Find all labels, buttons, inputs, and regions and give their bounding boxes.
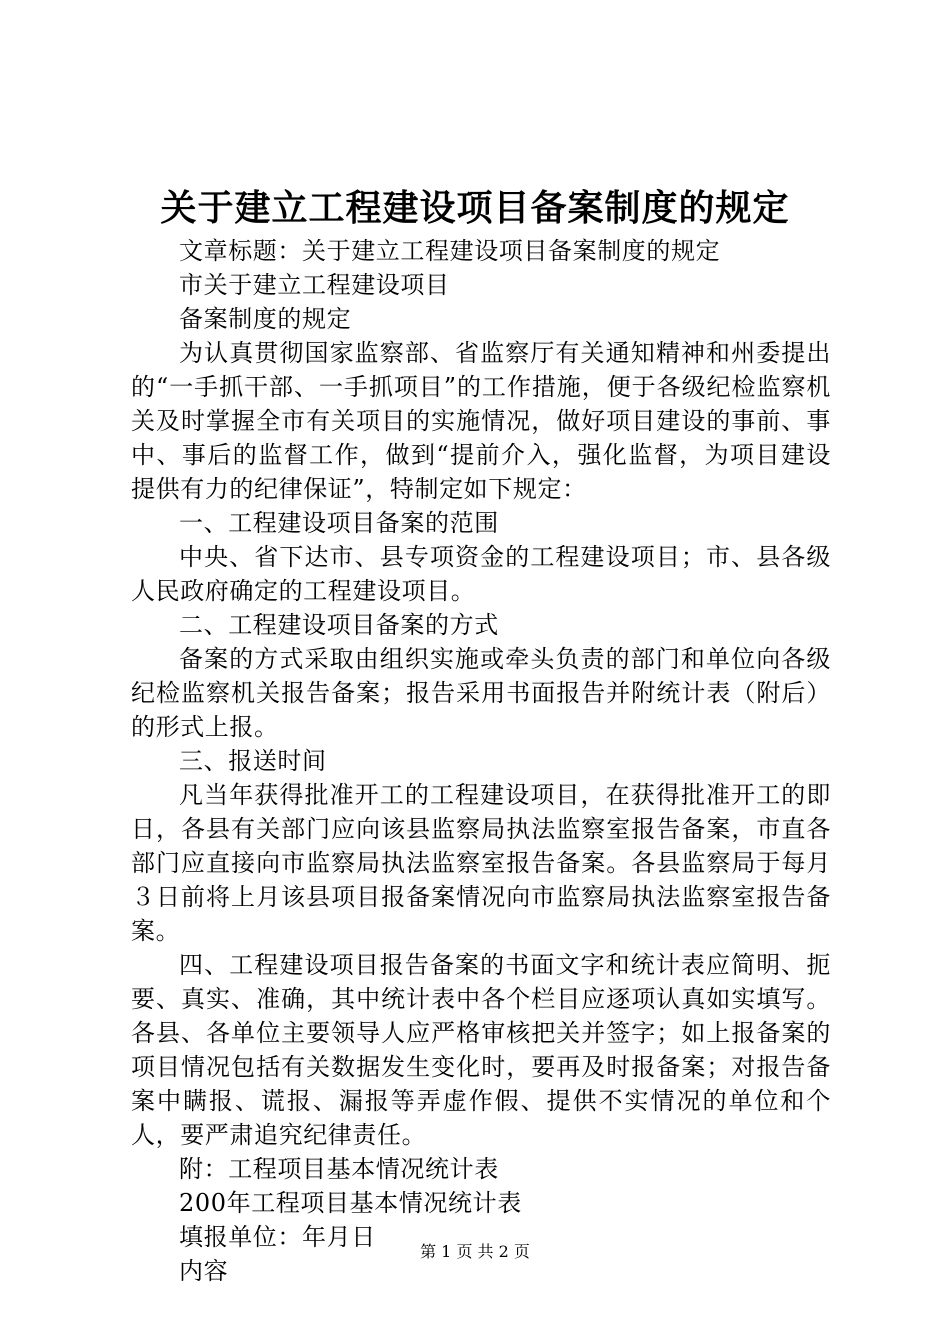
method-paragraph: 备案的方式采取由组织实施或牵头负责的部门和单位向各级纪检监察机关报告备案；报告采用书面报告并附统计表（附后）的形式上报。	[131, 645, 831, 741]
timing-paragraph: 凡当年获得批准开工的工程建设项目，在获得批准开工的即日，各县有关部门应向该县监察局执法监察室报告备案，市直各部门应直接向市监察局执法监察室报告备案。各县监察局于每月３日前将上月该县项目报备案情况向市监察局执法监察室报告备案。	[131, 781, 831, 945]
subtitle-line-1: 市关于建立工程建设项目	[179, 271, 450, 299]
intro-paragraph: 为认真贯彻国家监察部、省监察厅有关通知精神和州委提出的“一手抓干部、一手抓项目”的工作措施，便于各级纪检监察机关及时掌握全市有关项目的实施情况，做好项目建设的事前、事中、事后的监督工作，做到“提前介入，强化监督，为项目建设提供有力的纪律保证”，特制定如下规定：	[131, 339, 831, 503]
attachment-line: 附：工程项目基本情况统计表	[179, 1155, 499, 1183]
scope-paragraph: 中央、省下达市、县专项资金的工程建设项目；市、县各级人民政府确定的工程建设项目。	[131, 543, 831, 605]
page-footer: 第 1 页 共 2 页	[420, 1242, 530, 1261]
article-title-line: 文章标题：关于建立工程建设项目备案制度的规定	[179, 237, 721, 265]
requirements-paragraph: 四、工程建设项目报告备案的书面文字和统计表应简明、扼要、真实、准确，其中统计表中各个栏目应逐项认真如实填写。各县、各单位主要领导人应严格审核把关并签字；如上报备案的项目情况包括有关数据发生变化时，要再及时报备案；对报告备案中瞒报、谎报、漏报等弄虚作假、提供不实情况的单位和个人，要严肃追究纪律责任。	[131, 951, 831, 1149]
document-title: 关于建立工程建设项目备案制度的规定	[160, 188, 790, 229]
section-heading-scope: 一、工程建设项目备案的范围	[179, 509, 499, 537]
section-heading-method: 二、工程建设项目备案的方式	[179, 611, 499, 639]
table-title-line: 200年工程项目基本情况统计表	[179, 1189, 522, 1217]
filled-by-line: 填报单位：年月日	[179, 1223, 376, 1251]
section-heading-timing: 三、报送时间	[179, 747, 327, 775]
subtitle-line-2: 备案制度的规定	[179, 305, 352, 333]
document-body	[131, 234, 831, 1288]
content-label-line: 内容	[179, 1257, 229, 1285]
